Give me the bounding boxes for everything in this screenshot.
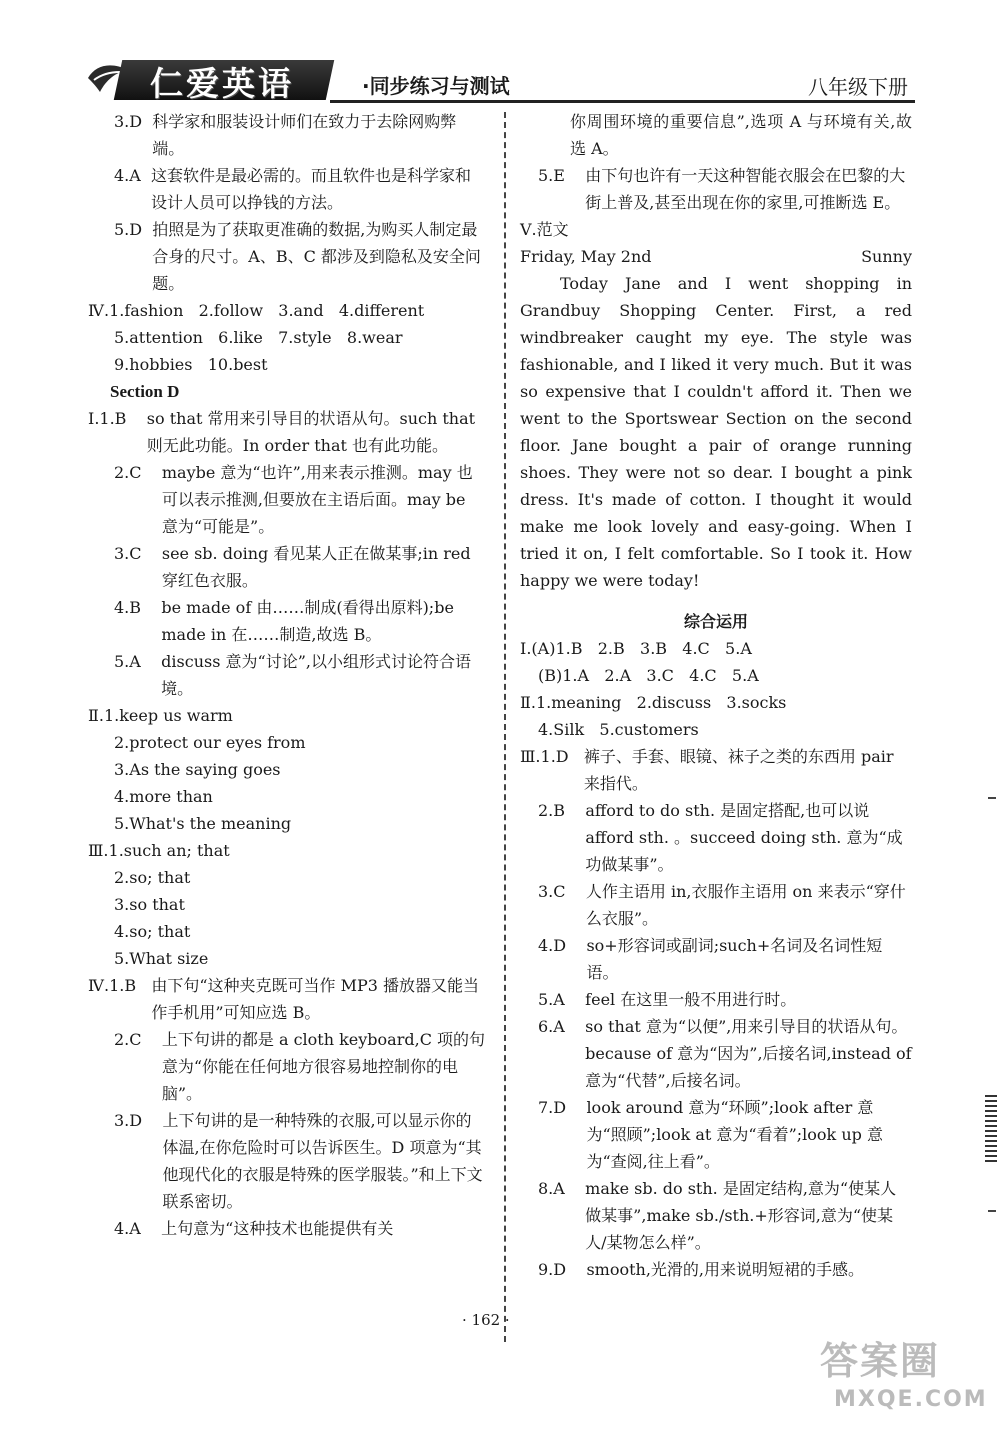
page-edge-marks <box>985 1095 997 1165</box>
grade-label: 八年级下册 <box>808 75 908 99</box>
answer-item: Ⅳ.1.B 由下句“这种夹克既可当作 MP3 播放器又能当作手机用”可知应选 B。 <box>88 976 480 1022</box>
answer-line: 4.Silk 5.customers <box>538 720 699 739</box>
answer-item: 4.B be made of 由……制成(看得出原料);be made in 在……制造,故选 B。 <box>114 598 454 644</box>
answer-continuation: 你周围环境的重要信息”,选项 A 与环境有关,故选 A。 <box>570 112 912 158</box>
answer-item: 9.D smooth,光滑的,用来说明短裙的手感。 <box>538 1260 864 1279</box>
answer-item: 3.C see sb. doing 看见某人正在做某事;in red 穿红色衣服。 <box>114 544 471 590</box>
answer-line: Ⅰ.(A)1.B 2.B 3.B 4.C 5.A <box>520 639 752 658</box>
page-edge-tick <box>988 1210 996 1212</box>
watermark-cn: 答案圈 <box>820 1339 941 1383</box>
answer-item: Ⅰ.1.B so that 常用来引导目的状语从句。such that 则无此功能。In order that 也有此功能。 <box>88 409 476 455</box>
essay-body: Today Jane and I went shopping in Grandbuy Shopping Center. First, a red windbreaker caught my eye. The style was fashionable, and I liked it very much. But it was so expensive that I couldn't afford it. Then we went to the Sportswear Section on the second floor. Jane bought a pair of orange running shoes. They were not so dear. I bought a pink dress. It's made of cotton. I thought it would make me look lovely and easy-going. When I tried it on, I felt comfortable. So I took it. How happy we were today! <box>520 274 912 590</box>
column-divider <box>504 112 506 1342</box>
answer-line: 3.As the saying goes <box>114 760 281 779</box>
answer-item: 2.B afford to do sth. 是固定搭配,也可以说 afford sth. 。succeed doing sth. 意为“成功做某事”。 <box>538 801 903 874</box>
answer-line: 5.What size <box>114 949 209 968</box>
section-title: 综合运用 <box>683 612 748 631</box>
page-number: · 162 · <box>462 1311 510 1329</box>
answer-item: 5.D 拍照是为了获取更准确的数据,为购买人制定最合身的尺寸。A、B、C 都涉及到隐私及安全问题。 <box>114 220 481 293</box>
answer-item: 3.D 科学家和服装设计师们在致力于去除网购弊端。 <box>114 112 457 158</box>
right-column <box>520 108 912 1283</box>
answer-line: Ⅱ.1.meaning 2.discuss 3.socks <box>520 693 787 712</box>
essay-date-line <box>520 243 912 270</box>
watermark <box>820 1330 990 1425</box>
answer-line: 4.so; that <box>114 922 191 941</box>
page-edge-tick <box>988 797 996 799</box>
header-rule <box>330 100 915 103</box>
answer-item: 7.D look around 意为“环顾”;look after 意为“照顾”;look at 意为“看着”;look up 意为“查阅,往上看”。 <box>538 1098 883 1171</box>
answer-item: 2.C 上下句讲的都是 a cloth keyboard,C 项的句意为“你能在任何地方很容易地控制你的电脑”。 <box>114 1030 486 1103</box>
answer-item: 4.A 上句意为“这种技术也能提供有关 <box>114 1219 394 1238</box>
page-header <box>0 0 1000 110</box>
answer-line: 2.so; that <box>114 868 191 887</box>
answer-line: Ⅱ.1.keep us warm <box>88 706 233 725</box>
section-title: Section D <box>110 382 180 401</box>
answer-item: 4.A 这套软件是最必需的。而且软件也是科学家和设计人员可以挣钱的方法。 <box>114 166 472 212</box>
answer-line: (B)1.A 2.A 3.C 4.C 5.A <box>538 666 759 685</box>
answer-line: Ⅳ.1.fashion 2.follow 3.and 4.different <box>88 301 425 320</box>
essay-weather: Sunny <box>861 247 912 266</box>
answer-item: Ⅲ.1.D 裤子、手套、眼镜、袜子之类的东西用 pair 来指代。 <box>520 747 894 793</box>
answer-line: Ⅲ.1.such an; that <box>88 841 230 860</box>
answer-item: 6.A so that 意为“以便”,用来引导目的状语从句。because of 意为“因为”,后接名词,instead of 意为“代替”,后接名词。 <box>538 1017 912 1090</box>
watermark-en: MXQE.COM <box>834 1387 988 1412</box>
left-column <box>88 108 486 1242</box>
answer-line: 5.attention 6.like 7.style 8.wear <box>114 328 403 347</box>
answer-item: 8.A make sb. do sth. 是固定结构,意为“使某人做某事”,make sb./sth.+形容词,意为“使某人/某物怎么样”。 <box>538 1179 897 1252</box>
answer-line: 3.so that <box>114 895 185 914</box>
answer-item: 2.C maybe 意为“也许”,用来表示推测。may 也可以表示推测,但要放在主语后面。may be 意为“可能是”。 <box>114 463 473 536</box>
answer-item: 5.A discuss 意为“讨论”,以小组形式讨论符合语境。 <box>114 652 471 698</box>
answer-item: 5.E 由下句也许有一天这种智能衣服会在巴黎的大街上普及,甚至出现在你的家里,可推断选 E。 <box>538 166 906 212</box>
answer-line: 9.hobbies 10.best <box>114 355 268 374</box>
answer-line: 5.What's the meaning <box>114 814 292 833</box>
essay-date: Friday, May 2nd <box>520 247 652 266</box>
answer-item: 3.D 上下句讲的是一种特殊的衣服,可以显示你的体温,在你危险时可以告诉医生。D 项意为“其他现代化的衣服是特殊的医学服装。”和上下文联系密切。 <box>114 1111 483 1211</box>
brand-title: 仁爱英语 <box>150 64 294 103</box>
answer-item: 4.D so+形容词或副词;such+名词及名词性短语。 <box>538 936 883 982</box>
section-heading: Ⅴ.范文 <box>520 220 569 239</box>
answer-line: 4.more than <box>114 787 213 806</box>
answer-item: 5.A feel 在这里一般不用进行时。 <box>538 990 797 1009</box>
answer-line: 2.protect our eyes from <box>114 733 306 752</box>
series-title: ·同步练习与测试 <box>362 74 510 98</box>
answer-item: 3.C 人作主语用 in,衣服作主语用 on 来表示“穿什么衣服”。 <box>538 882 906 928</box>
